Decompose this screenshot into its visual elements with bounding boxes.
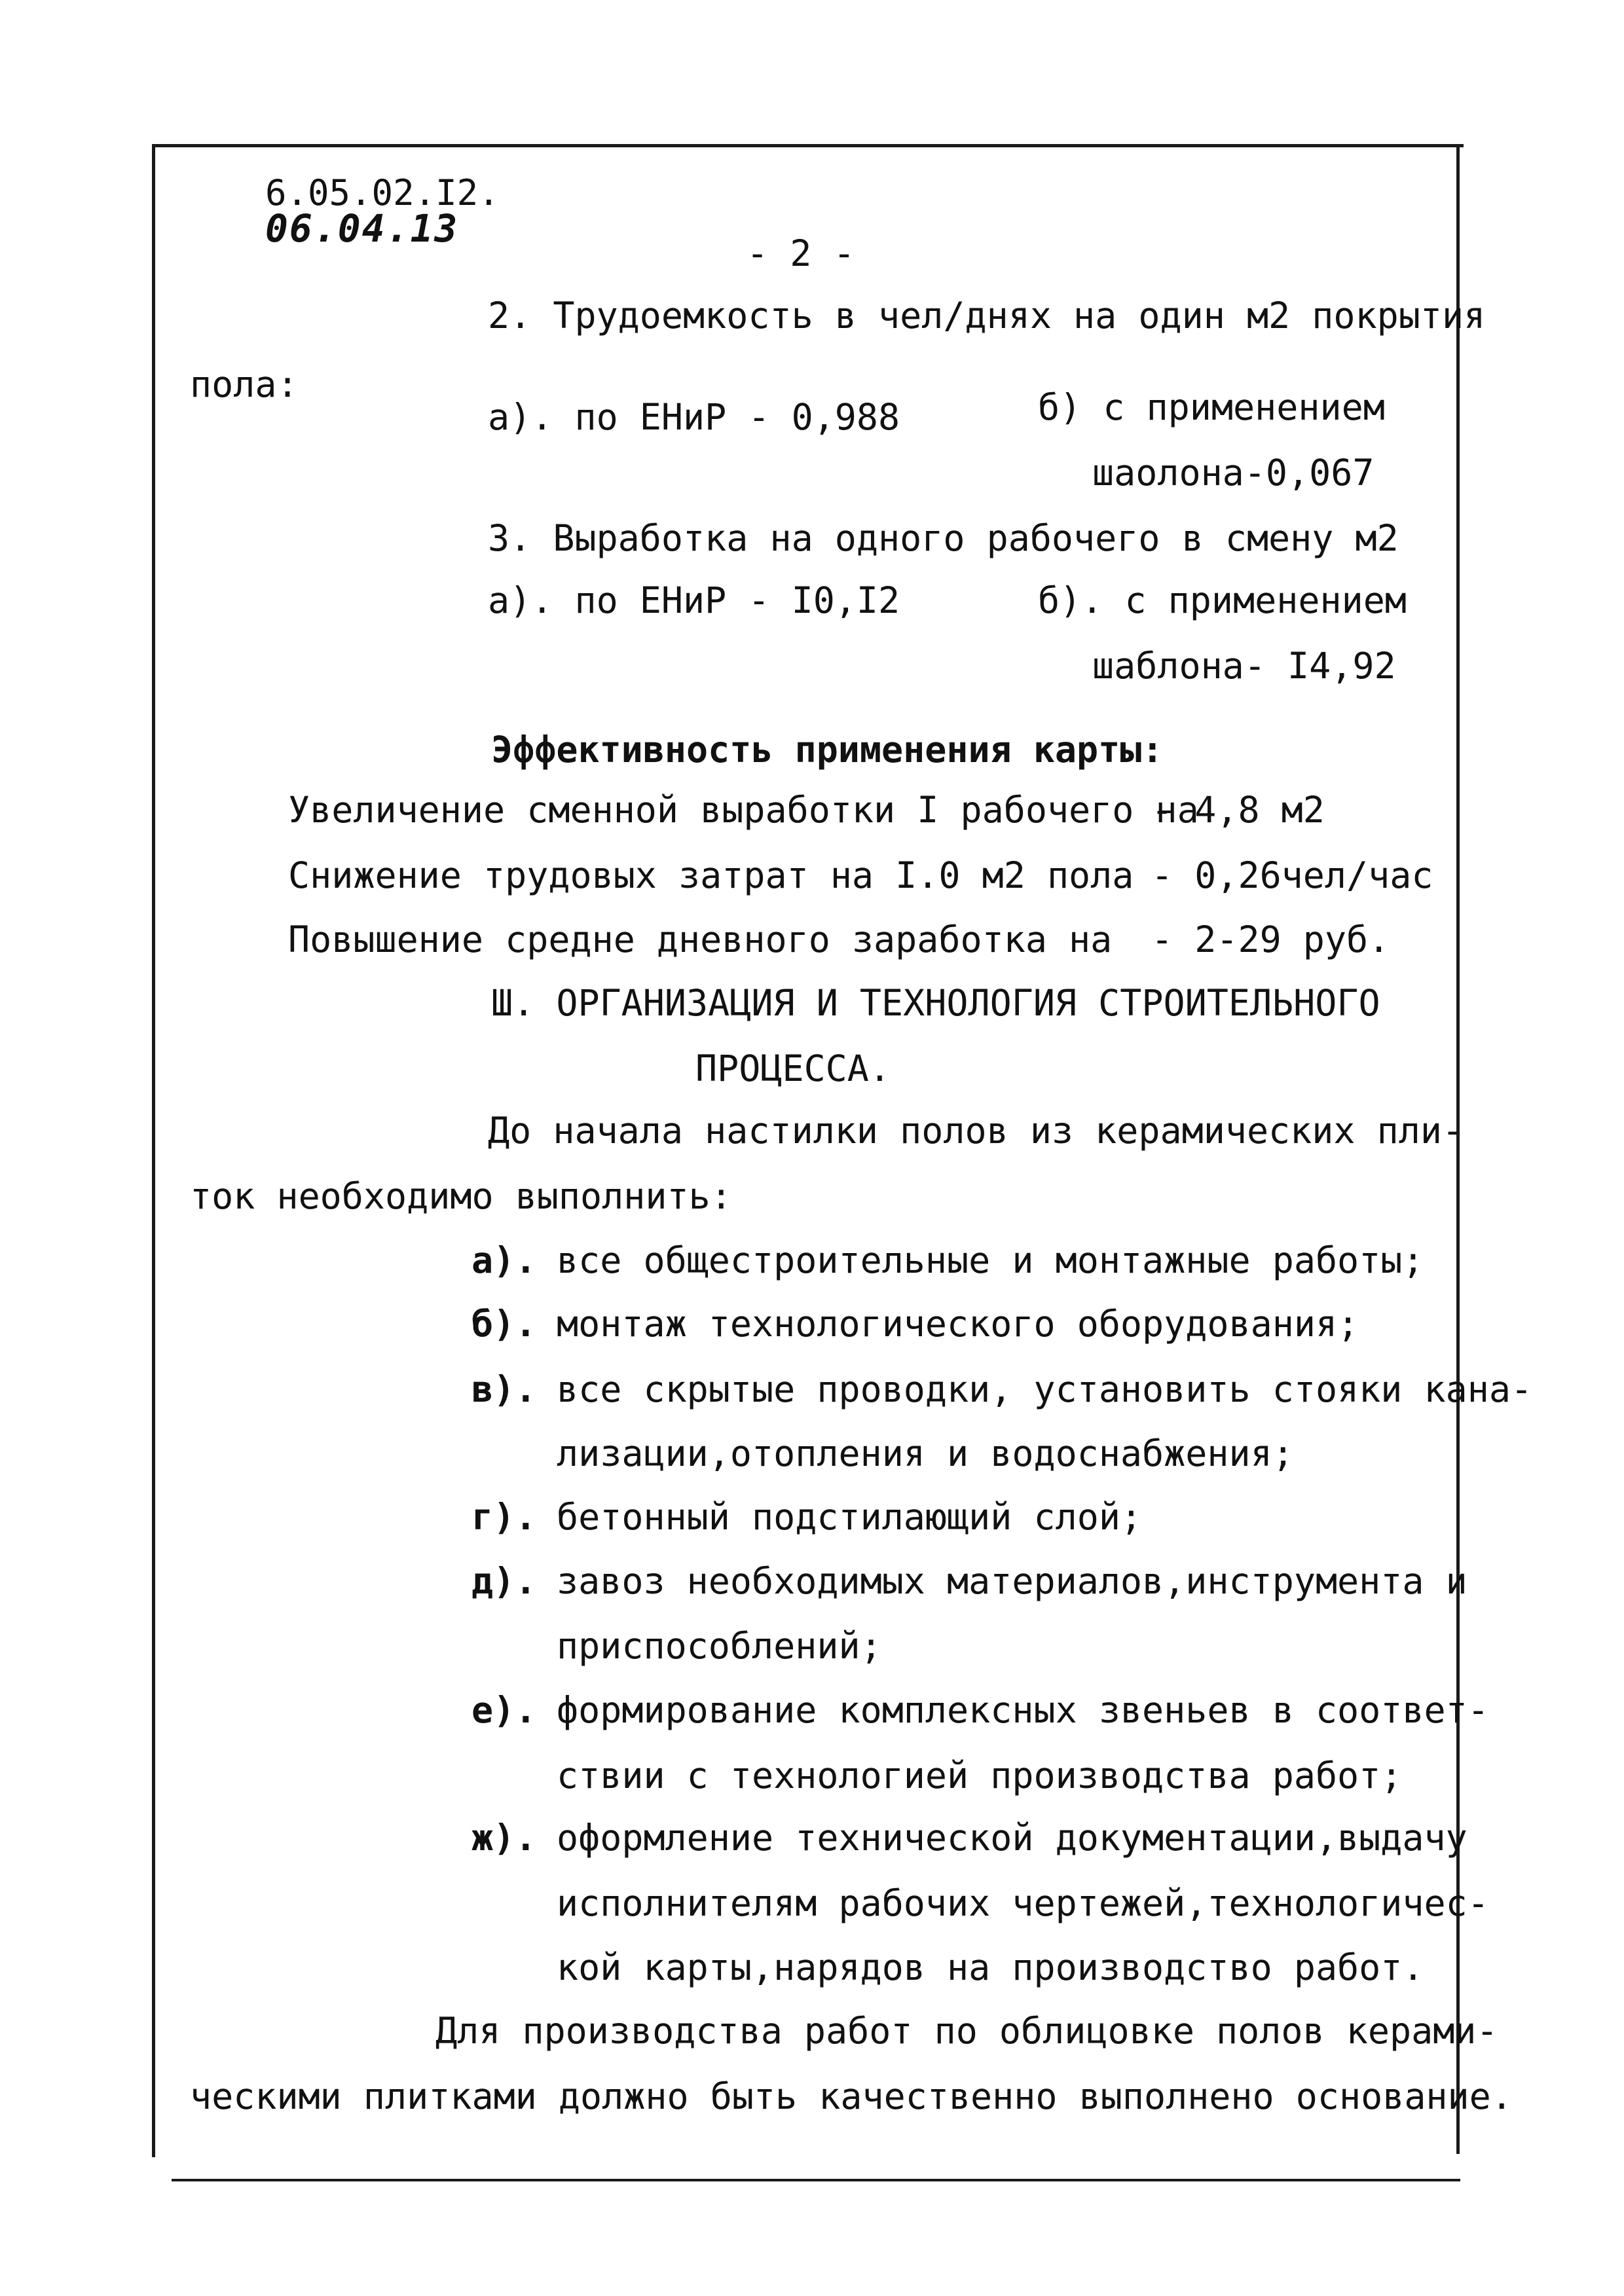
prereq-intro: До начала настилки полов из керамических пли-	[488, 1110, 1464, 1152]
efficiency-row-value: - 0,26чел/час	[1151, 854, 1433, 896]
output-title: 3. Выработка на одного рабочего в смену м2	[488, 517, 1399, 559]
closing-paragraph-continuation: ческими плитками должно быть качественно выполнено основание.	[190, 2075, 1513, 2117]
list-item-marker: ж).	[471, 1817, 537, 1859]
document-number: 6.05.02.I2.	[265, 172, 500, 213]
list-item-text: все скрытые проводки, установить стояки кана-	[557, 1368, 1533, 1410]
labor-option-b-line2: шаолона-0,067	[1092, 452, 1375, 494]
list-item-marker: г).	[471, 1496, 537, 1538]
list-item-text-continuation: лизации,отопления и водоснабжения;	[557, 1432, 1294, 1474]
list-item-marker: б).	[471, 1303, 537, 1345]
list-item-marker: а).	[471, 1239, 537, 1281]
prereq-intro-continuation: ток необходимо выполнить:	[190, 1175, 732, 1217]
labor-continuation: пола:	[190, 363, 299, 405]
handwritten-date: 06.04.13	[265, 206, 459, 251]
list-item-text-continuation: приспособлений;	[557, 1625, 882, 1667]
page-frame-bottom-edge	[172, 2179, 1460, 2181]
list-item-text-continuation: кой карты,нарядов на производство работ.	[557, 1946, 1424, 1988]
efficiency-row-label: Повышение средне дневного заработка на	[288, 919, 1113, 960]
list-item-text: все общестроительные и монтажные работы;	[557, 1239, 1424, 1281]
list-item-marker: е).	[471, 1689, 537, 1731]
list-item-marker: д).	[471, 1560, 537, 1602]
efficiency-row-label: Увеличение сменной выработки I рабочего на	[288, 789, 1199, 831]
output-option-b-line2: шаблона- I4,92	[1092, 645, 1396, 687]
section-heading-continuation: ПРОЦЕССА.	[695, 1048, 891, 1089]
list-item-text-continuation: исполнителям рабочих чертежей,технологичес-	[557, 1882, 1489, 1924]
efficiency-row-value: - 2-29 руб.	[1151, 919, 1390, 960]
list-item-text: бетонный подстилающий слой;	[557, 1496, 1143, 1538]
output-option-b-line1: б). с применением	[1038, 579, 1407, 621]
list-item-marker: в).	[471, 1368, 537, 1410]
efficiency-row-label: Снижение трудовых затрат на I.0 м2 пола	[288, 854, 1134, 896]
labor-option-a: а). по ЕНиР - 0,988	[488, 396, 900, 438]
page-number: - 2 -	[747, 232, 855, 274]
list-item-text: оформление технической документации,выдачу	[557, 1817, 1467, 1859]
efficiency-row-value: - 4,8 м2	[1151, 789, 1325, 831]
output-option-a: а). по ЕНиР - I0,I2	[488, 579, 900, 621]
labor-option-b-line1: б) с применением	[1038, 386, 1385, 428]
closing-paragraph: Для производства работ по облицовке полов керами-	[435, 2010, 1498, 2052]
section-heading: Ш. ОРГАНИЗАЦИЯ И ТЕХНОЛОГИЯ СТРОИТЕЛЬНОГО	[491, 982, 1380, 1024]
list-item-text: монтаж технологического оборудования;	[557, 1303, 1359, 1345]
list-item-text: формирование комплексных звеньев в соответ-	[557, 1689, 1489, 1731]
efficiency-title: Эффективность применения карты:	[491, 729, 1164, 771]
list-item-text: завоз необходимых материалов,инструмента и	[557, 1560, 1467, 1602]
labor-title: 2. Трудоемкость в чел/днях на один м2 покрытия	[488, 295, 1486, 337]
list-item-text-continuation: ствии с технологией производства работ;	[557, 1755, 1403, 1796]
